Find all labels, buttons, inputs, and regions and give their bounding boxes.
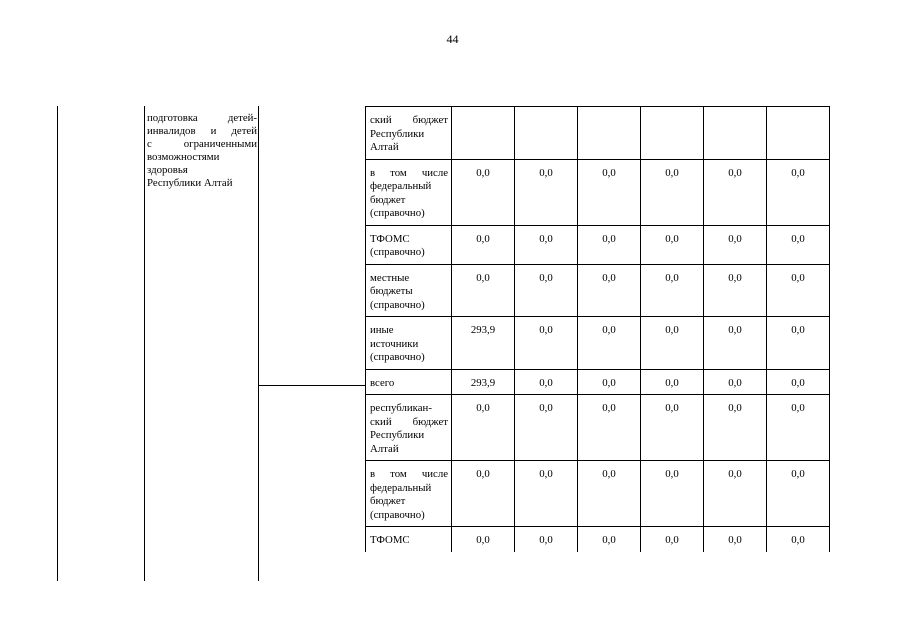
value-cell: 0,0 xyxy=(452,395,515,461)
table-row xyxy=(366,317,830,370)
funding-source-line: республикан- xyxy=(370,402,432,414)
value-cell: 0,0 xyxy=(704,159,767,225)
value-cell: 0,0 xyxy=(578,225,641,264)
description-line: Республики Алтай xyxy=(147,177,233,189)
funding-source-cell xyxy=(366,369,452,395)
table-row xyxy=(366,225,830,264)
funding-source-cell xyxy=(366,317,452,370)
table-row xyxy=(366,107,830,160)
funding-source-line: федеральный xyxy=(370,481,432,494)
value-cell: 0,0 xyxy=(452,159,515,225)
table-row xyxy=(366,159,830,225)
table-row xyxy=(366,369,830,395)
table-row xyxy=(366,527,830,552)
funding-source-line: (справочно) xyxy=(370,508,425,521)
value-cell: 0,0 xyxy=(515,369,578,395)
description-line: возможностями xyxy=(147,151,220,163)
value-cell xyxy=(452,107,515,160)
value-cell: 0,0 xyxy=(704,225,767,264)
table-row xyxy=(366,461,830,527)
funding-source-cell xyxy=(366,461,452,527)
funding-source-line: (справочно) xyxy=(370,207,425,219)
row-divider xyxy=(258,385,366,386)
funding-source-line: Алтай xyxy=(370,442,399,455)
funding-source-line: бюджет xyxy=(370,193,406,206)
value-cell: 0,0 xyxy=(704,264,767,317)
value-cell: 0,0 xyxy=(641,527,704,552)
value-cell: 293,9 xyxy=(452,369,515,395)
value-cell: 0,0 xyxy=(515,395,578,461)
value-cell: 0,0 xyxy=(452,225,515,264)
funding-source-line: источники xyxy=(370,337,419,350)
value-cell: 0,0 xyxy=(704,395,767,461)
funding-source-cell xyxy=(366,264,452,317)
value-cell: 0,0 xyxy=(767,369,830,395)
funding-source-line: ТФОМС xyxy=(370,232,410,245)
funding-source-line: бюджет xyxy=(370,495,406,507)
value-cell: 0,0 xyxy=(578,527,641,552)
funding-source-line: ТФОМС xyxy=(370,534,410,546)
value-cell: 0,0 xyxy=(641,264,704,317)
funding-source-line: иные xyxy=(370,324,394,336)
description-line: здоровья xyxy=(147,164,188,176)
value-cell: 0,0 xyxy=(641,461,704,527)
table-row xyxy=(366,395,830,461)
value-cell: 0,0 xyxy=(578,159,641,225)
value-cell: 0,0 xyxy=(515,264,578,317)
funding-table xyxy=(365,106,830,552)
funding-source-line: в том числе xyxy=(370,468,448,480)
value-cell: 293,9 xyxy=(452,317,515,370)
description-line: подготовка детей- xyxy=(147,112,257,124)
funding-source-line: Республики xyxy=(370,429,425,441)
value-cell: 0,0 xyxy=(452,461,515,527)
funding-source-cell xyxy=(366,395,452,461)
funding-source-cell xyxy=(366,527,452,552)
value-cell: 0,0 xyxy=(767,527,830,552)
value-cell xyxy=(515,107,578,160)
value-cell: 0,0 xyxy=(515,159,578,225)
value-cell: 0,0 xyxy=(578,317,641,370)
funding-source-line: всего xyxy=(370,376,395,389)
value-cell: 0,0 xyxy=(767,225,830,264)
measure-description xyxy=(147,112,257,190)
value-cell: 0,0 xyxy=(578,395,641,461)
value-cell: 0,0 xyxy=(767,461,830,527)
value-cell xyxy=(704,107,767,160)
value-cell: 0,0 xyxy=(704,317,767,370)
funding-source-cell xyxy=(366,225,452,264)
value-cell: 0,0 xyxy=(452,527,515,552)
column-border-2 xyxy=(144,106,145,581)
funding-source-line: (справочно) xyxy=(370,351,425,363)
value-cell: 0,0 xyxy=(767,395,830,461)
funding-source-line: местные xyxy=(370,271,410,284)
value-cell: 0,0 xyxy=(641,369,704,395)
value-cell: 0,0 xyxy=(578,369,641,395)
table-row xyxy=(366,264,830,317)
value-cell: 0,0 xyxy=(641,317,704,370)
funding-source-line: (справочно) xyxy=(370,298,425,311)
page-number: 44 xyxy=(446,32,459,46)
value-cell: 0,0 xyxy=(704,369,767,395)
column-border-1 xyxy=(57,106,58,581)
value-cell: 0,0 xyxy=(704,527,767,552)
funding-source-line: бюджеты xyxy=(370,285,413,297)
value-cell: 0,0 xyxy=(452,264,515,317)
value-cell xyxy=(578,107,641,160)
value-cell: 0,0 xyxy=(515,527,578,552)
funding-source-cell xyxy=(366,159,452,225)
value-cell: 0,0 xyxy=(641,395,704,461)
value-cell: 0,0 xyxy=(515,461,578,527)
description-line: инвалидов и детей xyxy=(147,125,257,137)
funding-source-line: Республики xyxy=(370,127,425,140)
value-cell: 0,0 xyxy=(641,225,704,264)
funding-source-line: (справочно) xyxy=(370,246,425,258)
value-cell xyxy=(641,107,704,160)
value-cell: 0,0 xyxy=(641,159,704,225)
column-border-3 xyxy=(258,106,259,581)
value-cell: 0,0 xyxy=(767,264,830,317)
description-line: с ограниченными xyxy=(147,138,257,150)
value-cell: 0,0 xyxy=(515,225,578,264)
value-cell: 0,0 xyxy=(578,264,641,317)
funding-source-line: ский бюджет xyxy=(370,415,448,428)
value-cell xyxy=(767,107,830,160)
value-cell: 0,0 xyxy=(515,317,578,370)
value-cell: 0,0 xyxy=(578,461,641,527)
funding-source-line: Алтай xyxy=(370,141,399,153)
funding-source-line: федеральный xyxy=(370,180,432,192)
value-cell: 0,0 xyxy=(767,159,830,225)
funding-source-line: в том числе xyxy=(370,166,448,179)
value-cell: 0,0 xyxy=(767,317,830,370)
funding-source-line: ский бюджет xyxy=(370,114,448,126)
value-cell: 0,0 xyxy=(704,461,767,527)
funding-source-cell xyxy=(366,107,452,160)
